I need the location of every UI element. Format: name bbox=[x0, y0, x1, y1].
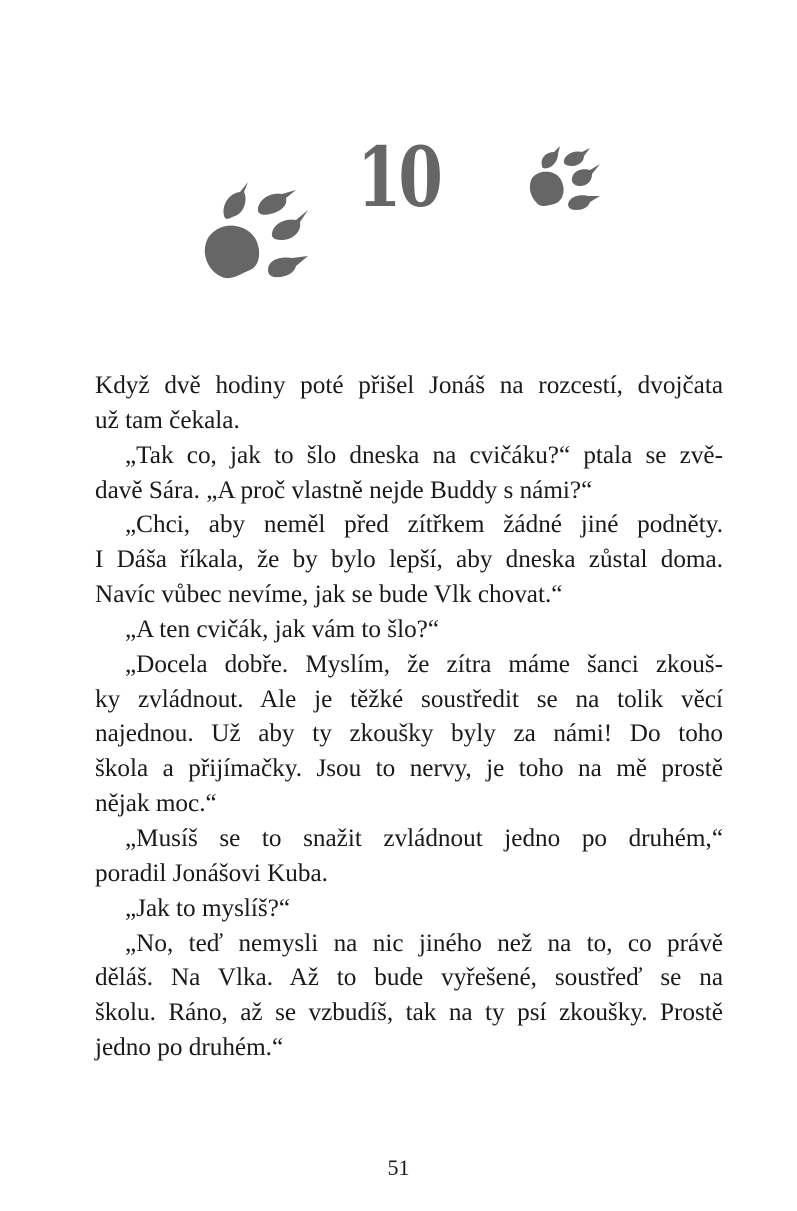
text-line: „Musíš se to snažit zvládnout jedno po druhém,“ bbox=[125, 824, 723, 852]
text-line: nějak moc.“ bbox=[95, 790, 217, 818]
text-line: I Dáša říkala, že by bylo lepší, aby dneska zůstal doma. bbox=[95, 546, 723, 574]
text-line: děláš. Na Vlka. Až to bude vyřešené, soustřeď se na bbox=[95, 964, 723, 992]
text-line: školu. Ráno, až se vzbudíš, tak na ty psí zkoušky. Prostě bbox=[95, 999, 723, 1027]
text-line: „Docela dobře. Myslím, že zítra máme šanci zkouš- bbox=[125, 650, 723, 678]
paw-print-icon bbox=[200, 178, 325, 283]
text-line: už tam čekala. bbox=[95, 406, 240, 434]
text-line: Když dvě hodiny poté přišel Jonáš na rozcestí, dvojčata bbox=[95, 372, 723, 399]
page-number: 51 bbox=[387, 1155, 410, 1180]
text-line: jedno po druhém.“ bbox=[95, 1034, 284, 1062]
text-line: „Chci, aby neměl před zítřkem žádné jiné podněty. bbox=[125, 511, 723, 539]
text-line: „No, teď nemysli na nic jiného než na to, co právě bbox=[125, 929, 723, 957]
text-line: „Jak to myslíš?“ bbox=[125, 894, 291, 922]
text-line: „Tak co, jak to šlo dneska na cvičáku?“ ptala se zvě- bbox=[125, 441, 723, 469]
text-line: Navíc vůbec nevíme, jak se bude Vlk chovat.“ bbox=[95, 581, 563, 609]
body-text bbox=[95, 369, 723, 1066]
paw-print-icon bbox=[528, 144, 608, 216]
text-line: davě Sára. „A proč vlastně nejde Buddy s námi?“ bbox=[95, 476, 593, 504]
chapter-number: 10 bbox=[357, 130, 440, 226]
text-line: „A ten cvičák, jak vám to šlo?“ bbox=[125, 615, 440, 643]
text-line: najednou. Už aby ty zkoušky byly za námi! Do toho bbox=[95, 720, 723, 748]
text-line: ky zvládnout. Ale je těžké soustředit se na tolik věcí bbox=[95, 685, 723, 713]
text-line: poradil Jonášovi Kuba. bbox=[95, 859, 328, 887]
text-line: škola a přijímačky. Jsou to nervy, je toho na mě prostě bbox=[95, 755, 723, 783]
